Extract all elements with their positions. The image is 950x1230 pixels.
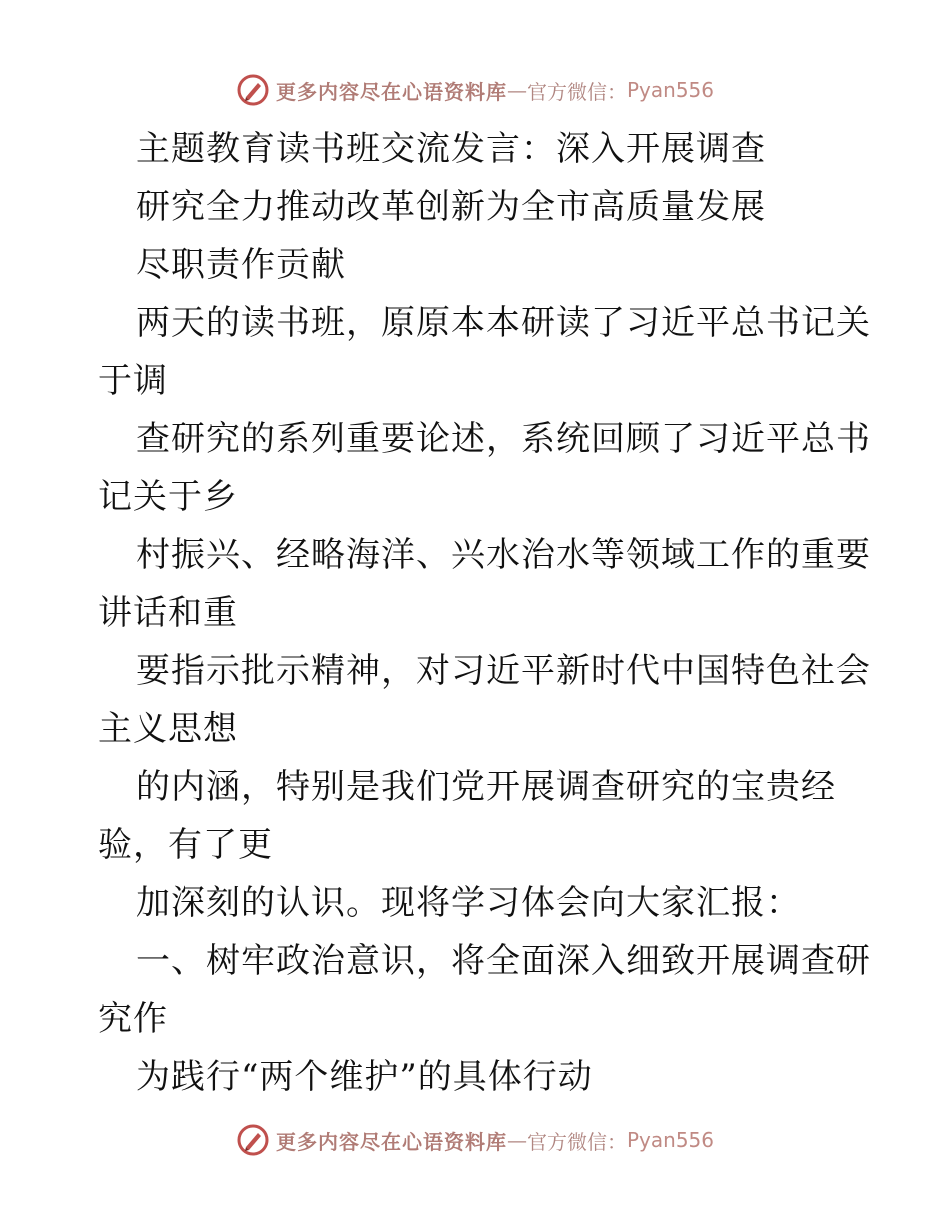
text-line: 研究全力推动改革创新为全市高质量发展 bbox=[136, 187, 766, 227]
text-line: 两天的读书班，原原本本研读了习近平总书记关 bbox=[136, 303, 871, 343]
text-line: 查研究的系列重要论述，系统回顾了习近平总书 bbox=[136, 419, 871, 459]
banner-wechat-id: Pyan556 bbox=[626, 78, 714, 102]
text-line: 的内涵，特别是我们党开展调查研究的宝贵经 bbox=[136, 767, 836, 807]
banner-separator: — bbox=[506, 1128, 527, 1152]
text-line: 主义思想 bbox=[98, 709, 238, 749]
text-line: 讲话和重 bbox=[98, 593, 238, 633]
banner-wechat-id: Pyan556 bbox=[626, 1128, 714, 1152]
text-line: 尽职责作贡献 bbox=[136, 245, 346, 285]
text-line: 要指示批示精神，对习近平新时代中国特色社会 bbox=[136, 651, 871, 691]
pen-logo-icon bbox=[236, 1123, 270, 1157]
text-line: 加深刻的认识。现将学习体会向大家汇报： bbox=[136, 883, 801, 923]
text-line: 记关于乡 bbox=[98, 477, 238, 517]
text-line: 于调 bbox=[98, 361, 168, 401]
text-line: 主题教育读书班交流发言：深入开展调查 bbox=[136, 129, 766, 169]
banner-suffix: 官方微信： bbox=[526, 1129, 627, 1154]
footer-banner bbox=[0, 1120, 950, 1160]
header-banner bbox=[0, 70, 950, 110]
banner-separator: — bbox=[506, 78, 527, 102]
pen-logo-icon bbox=[236, 73, 270, 107]
text-line: 验，有了更 bbox=[98, 825, 273, 865]
banner-brand: 更多内容尽在心语资料库 bbox=[275, 1129, 507, 1154]
text-line: 村振兴、经略海洋、兴水治水等领域工作的重要 bbox=[136, 535, 871, 575]
banner-suffix: 官方微信： bbox=[526, 79, 627, 104]
text-line: 一、树牢政治意识，将全面深入细致开展调查研 bbox=[136, 941, 871, 981]
document-body bbox=[98, 120, 871, 1106]
text-line: 究作 bbox=[98, 999, 168, 1039]
text-line: 为践行“两个维护”的具体行动 bbox=[136, 1057, 593, 1097]
banner-brand: 更多内容尽在心语资料库 bbox=[275, 79, 507, 104]
